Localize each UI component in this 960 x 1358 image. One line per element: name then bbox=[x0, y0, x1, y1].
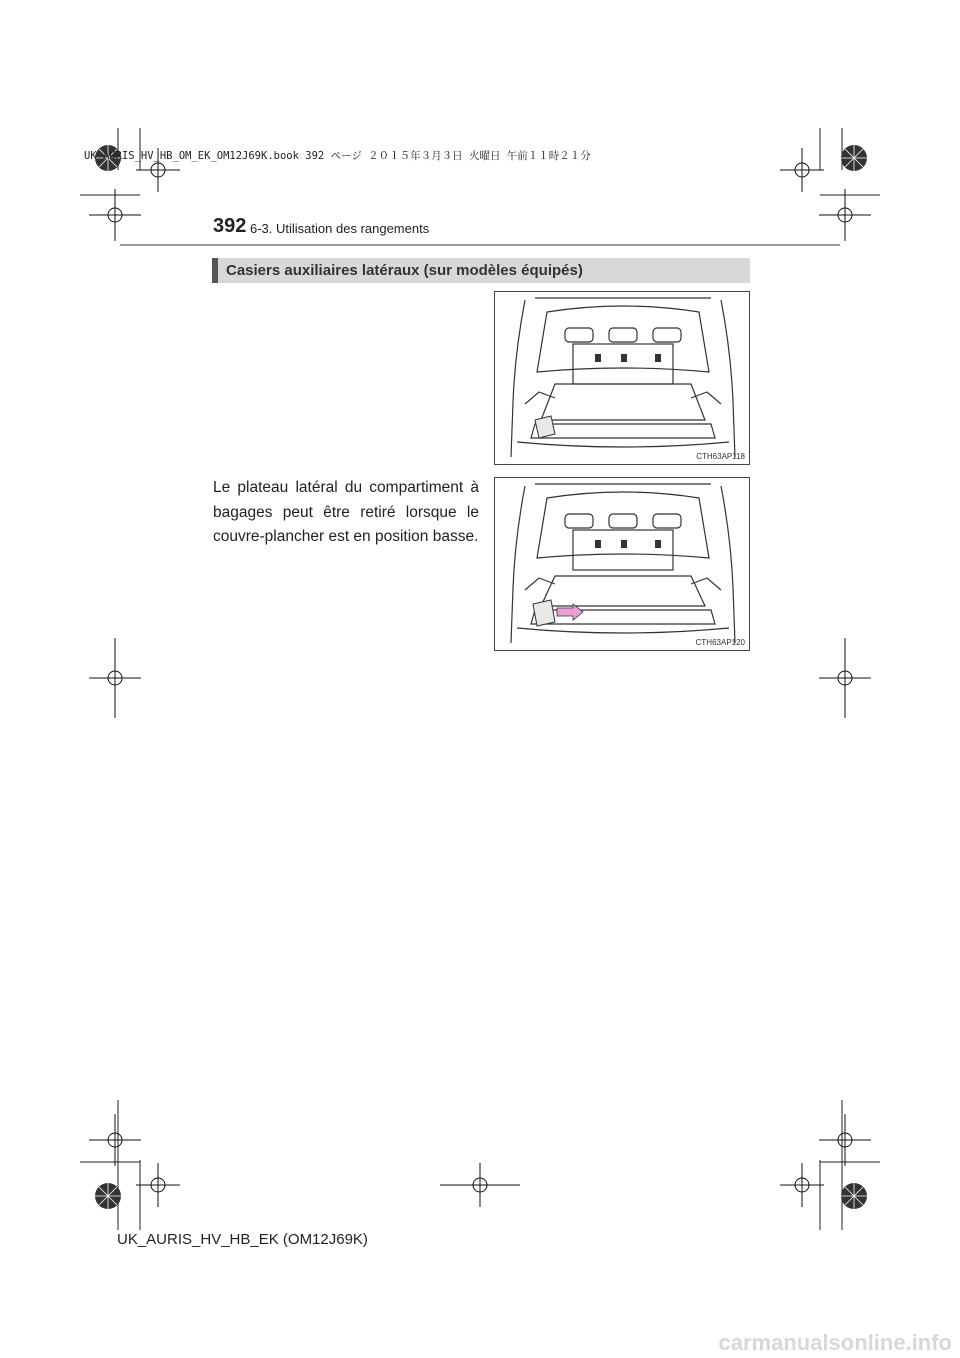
book-info-line: UK AURIS_HV_HB_OM_EK_OM12J69K.book 392 ページ ２０１５年３月３日 火曜日 午前１１時２１分 bbox=[84, 150, 591, 162]
heading-text: Casiers auxiliaires latéraux (sur modèles équipés) bbox=[226, 262, 583, 279]
heading-accent bbox=[212, 258, 218, 283]
body-paragraph: Le plateau latéral du compartiment à bagages peut être retiré lorsque le couvre-plancher est en position basse. bbox=[213, 479, 479, 545]
figure-code: CTH63AP118 bbox=[696, 452, 745, 461]
figure-trunk-closed bbox=[494, 291, 750, 465]
document-id: UK_AURIS_HV_HB_EK (OM12J69K) bbox=[117, 1231, 368, 1248]
section-title: 6-3. Utilisation des rangements bbox=[250, 221, 430, 236]
figure-tray-removal bbox=[494, 477, 750, 651]
trunk-illustration-arrow bbox=[495, 478, 750, 651]
section-heading bbox=[212, 258, 750, 283]
trunk-illustration bbox=[495, 292, 750, 465]
figure-code: CTH63AP120 bbox=[695, 638, 745, 647]
watermark: carmanualsonline.info bbox=[718, 1330, 952, 1355]
header-rule bbox=[120, 244, 840, 246]
page-number: 392 bbox=[213, 215, 247, 237]
